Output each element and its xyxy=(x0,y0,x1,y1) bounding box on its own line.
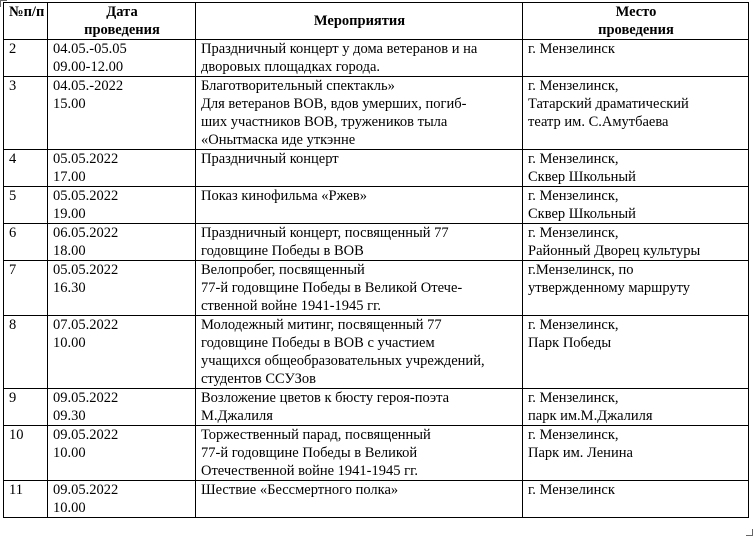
cell-num-text: 5 xyxy=(9,188,17,204)
table-row xyxy=(4,187,749,224)
cell-place-line: Сквер Школьный xyxy=(528,169,636,185)
cell-event xyxy=(196,150,523,187)
cell-place-line: г. Мензелинск, xyxy=(528,188,619,204)
cell-place xyxy=(523,389,749,426)
cell-num xyxy=(4,77,48,150)
table-body xyxy=(4,40,749,518)
cell-event-line: дворовых площадках города. xyxy=(201,59,381,75)
cell-date-line: 18.00 xyxy=(53,243,86,259)
cell-num-text: 7 xyxy=(9,262,17,278)
cell-date-line: 05.05.2022 xyxy=(53,262,119,278)
cell-event xyxy=(196,261,523,316)
cell-place xyxy=(523,40,749,77)
cell-place-line: парк им.М.Джалиля xyxy=(528,408,653,424)
table-row xyxy=(4,481,749,518)
cell-event-line: ственной войне 1941-1945 гг. xyxy=(201,298,382,314)
cell-event-line: Показ кинофильма «Ржев» xyxy=(201,188,367,204)
cell-place xyxy=(523,187,749,224)
header-num: №п/п xyxy=(4,3,48,40)
cell-event-line: «Онытмаска иде уткэнне xyxy=(201,132,356,148)
cell-event xyxy=(196,40,523,77)
cell-event-line: 77-й годовщине Победы в Великой Отече- xyxy=(201,280,463,296)
cell-date xyxy=(48,261,196,316)
cell-date-line: 05.05.2022 xyxy=(53,188,119,204)
cell-event-line: Шествие «Бессмертного полка» xyxy=(201,482,399,498)
table-row xyxy=(4,40,749,77)
cell-place-line: г. Мензелинск, xyxy=(528,78,619,94)
table-header-row xyxy=(4,3,749,40)
cell-place xyxy=(523,224,749,261)
cell-date xyxy=(48,150,196,187)
cell-place-line: г. Мензелинск, xyxy=(528,390,619,406)
cell-place-line: г. Мензелинск, xyxy=(528,225,619,241)
cell-event xyxy=(196,77,523,150)
page-corner-mark xyxy=(746,529,753,536)
cell-place-line: Татарский драматический xyxy=(528,96,689,112)
cell-date-line: 05.05.2022 xyxy=(53,151,119,167)
cell-event-line: Торжественный парад, посвященный xyxy=(201,427,431,443)
table-row xyxy=(4,426,749,481)
header-place: Место проведения xyxy=(523,3,749,40)
cell-event-line: ших участников ВОВ, тружеников тыла xyxy=(201,114,448,130)
cell-num xyxy=(4,40,48,77)
cell-num-text: 6 xyxy=(9,225,17,241)
cell-num-text: 8 xyxy=(9,317,17,333)
cell-event-line: Благотворительный спектакль» xyxy=(201,78,395,94)
cell-num xyxy=(4,481,48,518)
cell-place xyxy=(523,261,749,316)
cell-date-line: 09.05.2022 xyxy=(53,427,119,443)
cell-event-line: годовщине Победы в ВОВ с участием xyxy=(201,335,435,351)
table-row xyxy=(4,261,749,316)
cell-place-line: г. Мензелинск xyxy=(528,482,615,498)
cell-place-line: Парк им. Ленина xyxy=(528,445,633,461)
cell-place xyxy=(523,316,749,389)
table-row xyxy=(4,150,749,187)
cell-date-line: 10.00 xyxy=(53,445,86,461)
cell-date-line: 06.05.2022 xyxy=(53,225,119,241)
cell-num-text: 2 xyxy=(9,41,17,57)
cell-num xyxy=(4,187,48,224)
cell-event-line: учащихся общеобразовательных учреждений, xyxy=(201,353,485,369)
cell-event-line: Отечественной войне 1941-1945 гг. xyxy=(201,463,419,479)
cell-place-line: Районный Дворец культуры xyxy=(528,243,701,259)
cell-date-line: 04.05.-2022 xyxy=(53,78,124,94)
cell-date-line: 15.00 xyxy=(53,96,86,112)
cell-event-line: 77-й годовщине Победы в Великой xyxy=(201,445,418,461)
cell-place-line: г.Мензелинск, по xyxy=(528,262,634,278)
cell-date-line: 19.00 xyxy=(53,206,86,222)
cell-date-line: 04.05.-05.05 xyxy=(53,41,127,57)
cell-event-line: годовщине Победы в ВОВ xyxy=(201,243,364,259)
cell-date xyxy=(48,426,196,481)
cell-place-line: г. Мензелинск, xyxy=(528,427,619,443)
cell-place xyxy=(523,481,749,518)
cell-place-line: театр им. С.Амутбаева xyxy=(528,114,669,130)
cell-num xyxy=(4,150,48,187)
table-row xyxy=(4,77,749,150)
cell-num-text: 3 xyxy=(9,78,17,94)
cell-num xyxy=(4,261,48,316)
cell-event xyxy=(196,187,523,224)
cell-date xyxy=(48,224,196,261)
cell-event xyxy=(196,224,523,261)
cell-place xyxy=(523,77,749,150)
cell-place-line: г. Мензелинск, xyxy=(528,317,619,333)
cell-event xyxy=(196,316,523,389)
cell-event-line: Для ветеранов ВОВ, вдов умерших, погиб- xyxy=(201,96,467,112)
cell-num-text: 4 xyxy=(9,151,17,167)
cell-num xyxy=(4,426,48,481)
cell-num xyxy=(4,316,48,389)
cell-date-line: 16.30 xyxy=(53,280,86,296)
events-table xyxy=(3,2,749,518)
cell-date xyxy=(48,77,196,150)
cell-date xyxy=(48,40,196,77)
cell-place-line: г. Мензелинск, xyxy=(528,151,619,167)
cell-place-line: Парк Победы xyxy=(528,335,612,351)
header-date: Дата проведения xyxy=(48,3,196,40)
cell-place xyxy=(523,150,749,187)
cell-date-line: 10.00 xyxy=(53,335,86,351)
header-event: Мероприятия xyxy=(196,3,523,40)
cell-date-line: 09.00-12.00 xyxy=(53,59,124,75)
table-row xyxy=(4,224,749,261)
cell-event-line: Праздничный концерт, посвященный 77 xyxy=(201,225,449,241)
cell-num-text: 11 xyxy=(9,482,23,498)
cell-event-line: Молодежный митинг, посвященный 77 xyxy=(201,317,442,333)
cell-event-line: Велопробег, посвященный xyxy=(201,262,365,278)
cell-num-text: 9 xyxy=(9,390,17,406)
cell-place-line: утвержденному маршруту xyxy=(528,280,691,296)
cell-date-line: 09.05.2022 xyxy=(53,482,119,498)
cell-date xyxy=(48,316,196,389)
cell-event-line: Возложение цветов к бюсту героя-поэта xyxy=(201,390,450,406)
cell-place-line: Сквер Школьный xyxy=(528,206,636,222)
cell-event-line: студентов ССУЗов xyxy=(201,371,316,387)
cell-num xyxy=(4,389,48,426)
cell-date xyxy=(48,389,196,426)
cell-event-line: Праздничный концерт xyxy=(201,151,339,167)
cell-date-line: 09.05.2022 xyxy=(53,390,119,406)
cell-date-line: 09.30 xyxy=(53,408,86,424)
cell-event-line: М.Джалиля xyxy=(201,408,273,424)
table-row xyxy=(4,316,749,389)
cell-date-line: 10.00 xyxy=(53,500,86,516)
cell-event xyxy=(196,481,523,518)
cell-place-line: г. Мензелинск xyxy=(528,41,615,57)
cell-event-line: Праздничный концерт у дома ветеранов и на xyxy=(201,41,478,57)
cell-date xyxy=(48,187,196,224)
table-row xyxy=(4,389,749,426)
cell-place xyxy=(523,426,749,481)
cell-num xyxy=(4,224,48,261)
cell-event xyxy=(196,389,523,426)
cell-event xyxy=(196,426,523,481)
cell-date xyxy=(48,481,196,518)
cell-num-text: 10 xyxy=(9,427,24,443)
cell-date-line: 17.00 xyxy=(53,169,86,185)
cell-date-line: 07.05.2022 xyxy=(53,317,119,333)
